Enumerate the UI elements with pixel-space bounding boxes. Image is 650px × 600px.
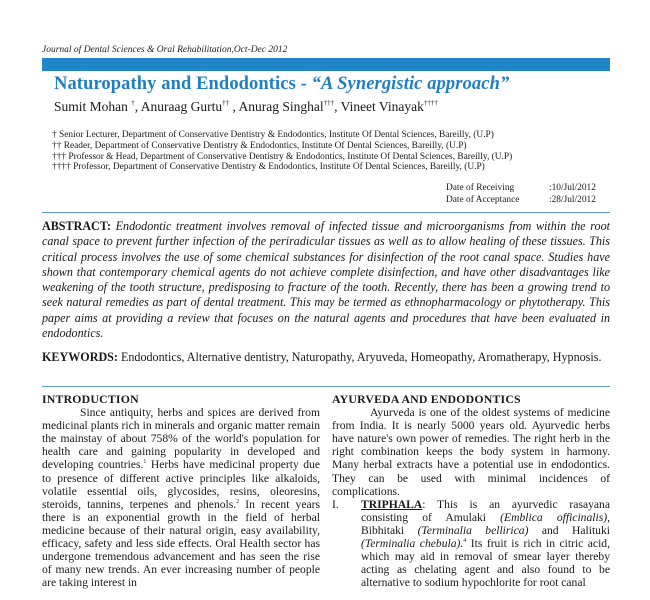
reference-4: 4 [463,538,467,545]
date-receiving-value: :10/Jul/2012 [549,183,596,193]
author-name: , Vineet Vinayak [334,99,424,114]
header-color-bar [42,58,610,71]
affiliation-line: † Senior Lecturer, Department of Conservative Dentistry & Endodontics, Institute Of Dental Sciences, Bareilly, (U.P) [52,130,494,140]
section-heading-introduction: INTRODUCTION [42,392,139,406]
reference-2: 2 [236,498,240,505]
article-dates [446,183,596,206]
ayurveda-paragraph: Ayurveda is one of the oldest systems of medicine from India. It is nearly 5000 years old. Ayurvedic herbs have nature's own power of remedies. The right herb in the right combination keeps the body system in harmony. Many herbal extracts have a potential use in endodontics. They can be used with minimal incidences of complications. [332,406,610,498]
author-mark: ††† [323,99,335,107]
date-receiving [446,183,596,195]
author-name: , Anuraag Gurtu [134,99,223,114]
introduction-paragraph [42,406,320,589]
keywords [42,350,610,365]
reference-1: 1 [143,459,147,466]
text-run: Its fruit is rich in citric acid, which may aid in removal of smear layer thereby acting as chelating agent and also found to be alternative to sodium hypochlorite for root canal [361,537,610,590]
author-name: Sumit Mohan [54,99,132,114]
author-list [54,99,438,115]
author-name: , Anurag Singhal [229,99,324,114]
abstract-text: Endodontic treatment involves removal of infected tissue and microorganisms from within the root canal space to prevent further infection of the periradicular tissues as well as to allow healing of these tissues. This critical process involves the use of some chemical substances for disinfection of the root canal space. Studies have shown that contemporary chemical agents do not achieve complete disinfection, and have other disadvantages like weakening of the tooth structure, predisposing to fracture of the tooth. Recently, there has been a growing trend to seek natural remedies as part of dental treatment. This may be termed as ethnopharmacology or phytotherapy. This paper aims at providing a review that focuses on the natural agents and procedures that have been evaluated in endodontics. [42,219,610,341]
text-run: In recent years there is an exponential growth in the field of herbal medicine because of their natural origin, easy availability, efficacy, safety and less side effects. Oral Health sector has undergone tremendous advancement and has seen the rise of many new trends. An ever increasing number of people are taking interest in [42,497,320,590]
affiliations [52,130,512,173]
article-title [54,74,509,95]
text-run: : This is an ayurvedic rasayana consisting of Amulaki [361,497,610,524]
journal-running-header: Journal of Dental Sciences & Oral Rehabilitation,Oct-Dec 2012 [42,45,288,55]
date-receiving-label: Date of Receiving [446,183,515,193]
affiliation-line: †††† Professor, Department of Conservative Dentistry & Endodontics, Institute Of Dental Sciences, Bareilly, (U.P) [52,162,485,173]
species-name: (Terminalia bellirica) [417,523,529,537]
date-acceptance-label: Date of Acceptance [446,194,520,205]
text-run: , Bibhitaki [361,510,610,537]
date-acceptance-value: :28/Jul/2012 [549,194,596,205]
left-column [42,393,320,589]
right-column [332,393,610,589]
list-item-body [361,498,610,590]
affiliation-line: †† Reader, Department of Conservative Dentistry & Endodontics, Institute Of Dental Sciences, Bareilly, (U.P) [52,140,467,151]
title-subtitle: “A Synergistic approach” [311,74,510,94]
body-divider [42,386,610,387]
section-heading-ayurveda: AYURVEDA AND ENDODONTICS [332,392,521,406]
text-run: Herbs have medicinal property due to presence of different active principles like alkaloids, volatile essential oils, glycosides, resins, oleoresins, steroids, tannins, terpenes and phenols. [42,458,320,511]
author-mark: †††† [423,99,438,107]
date-acceptance [446,195,596,207]
affiliation-line: ††† Professor & Head, Department of Conservative Dentistry & Endodontics, Institute Of Dental Sciences, Bareilly, (U.P) [52,151,513,162]
abstract-divider [42,212,610,213]
author-mark: † [131,99,135,107]
species-name: (Terminalia chebula). [361,537,464,551]
text-run: Since antiquity, herbs and spices are derived from medicinal plants rich in minerals and organic matter remain the mainstay of about 758% of the world's population for health care and gaining popularity in developed and developing countries. [42,406,320,472]
keywords-text: Endodontics, Alternative dentistry, Naturopathy, Aryuveda, Homeopathy, Aromatherapy, Hypnosis. [117,350,602,364]
abstract [42,219,610,341]
title-main: Naturopathy and Endodontics - [54,74,312,94]
list-number: I. [332,497,339,511]
term-triphala: TRIPHALA [361,497,423,511]
keywords-label: KEYWORDS: [42,350,118,364]
author-mark: †† [222,99,230,107]
list-item-triphala [332,498,610,590]
text-run: and Halituki [528,523,610,537]
species-name: (Emblica officinalis) [500,510,608,524]
abstract-label: ABSTRACT: [42,219,111,233]
